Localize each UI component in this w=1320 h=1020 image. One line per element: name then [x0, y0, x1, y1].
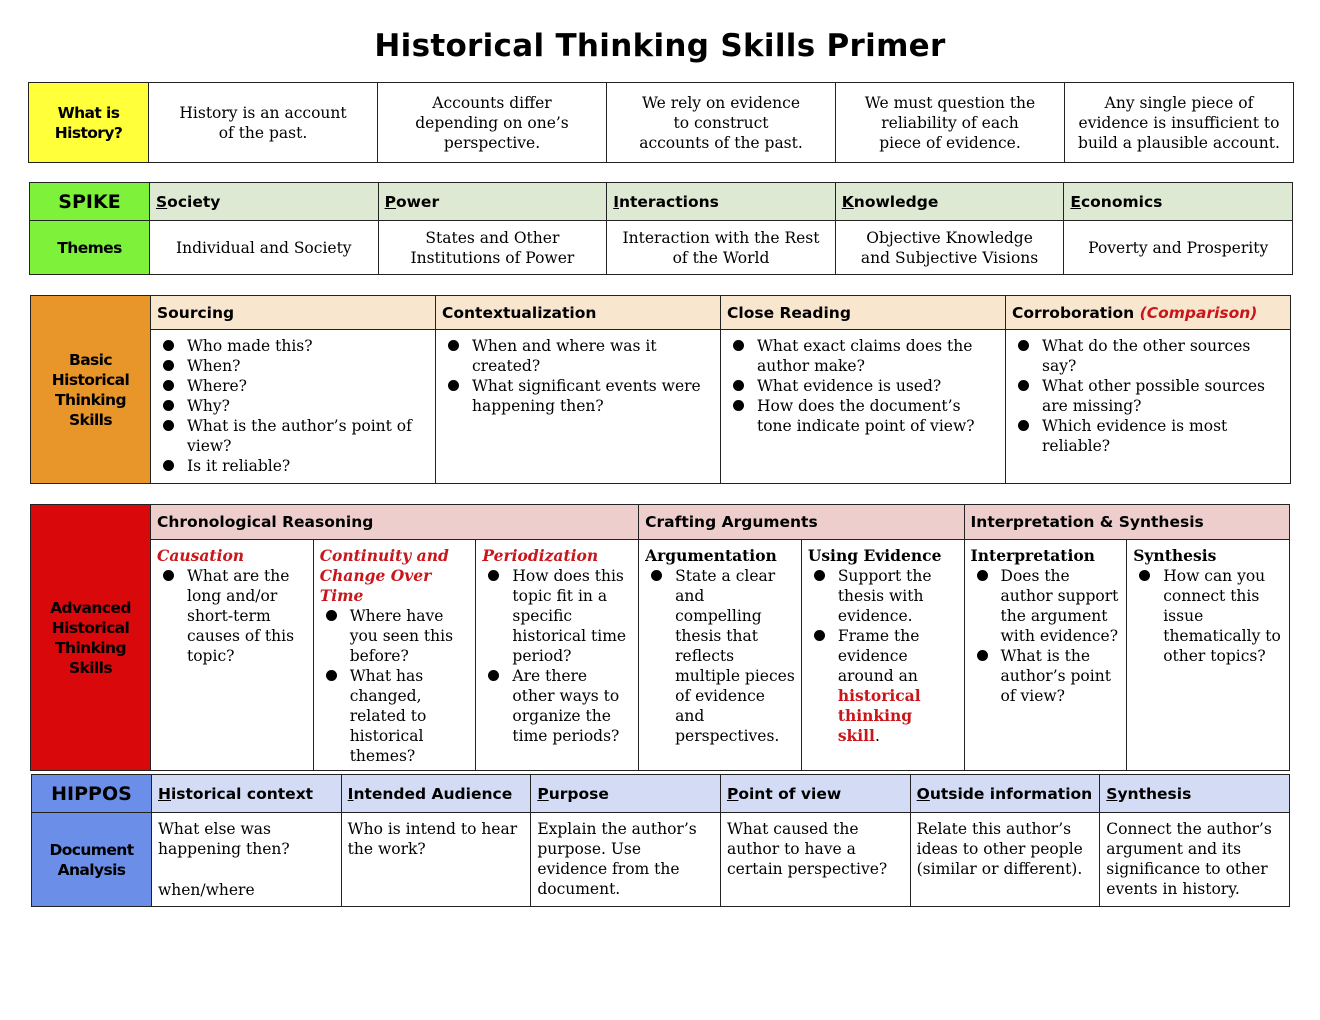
argumentation-title: Argumentation [645, 546, 777, 565]
list-item: What exact claims does the author make? [727, 336, 999, 376]
close-reading-cell [721, 330, 1006, 484]
hippos-header: Point of view [720, 775, 910, 813]
hippos-header: Intended Audience [341, 775, 531, 813]
list-item: Support the thesis with evidence. [808, 566, 958, 626]
hippos-cell: Who is intend to hear the work? [341, 813, 531, 907]
spike-theme: Interaction with the Rest of the World [607, 221, 836, 275]
advanced-skills-table [30, 504, 1290, 771]
what-is-history-table [28, 82, 1294, 163]
list-item: What evidence is used? [727, 376, 999, 396]
spike-header: Economics [1064, 183, 1293, 221]
list-item: What is the author’s point of view? [971, 646, 1121, 706]
chronological-reasoning-header: Chronological Reasoning [151, 505, 639, 540]
list-item: What do the other sources say? [1012, 336, 1284, 376]
spike-label: SPIKE [30, 183, 150, 221]
basic-header-close-reading: Close Reading [721, 296, 1006, 330]
when-where-note: when/where [158, 881, 255, 899]
argumentation-cell [639, 540, 802, 771]
hippos-cell-text: What else was happening then? [158, 820, 290, 858]
spike-theme: States and Other Institutions of Power [378, 221, 607, 275]
using-evidence-cell [801, 540, 964, 771]
spike-theme: Poverty and Prosperity [1064, 221, 1293, 275]
using-evidence-title: Using Evidence [807, 546, 942, 565]
list-item: What is the author’s point of view? [157, 416, 429, 456]
spike-header: Society [150, 183, 379, 221]
hippos-table [31, 774, 1290, 907]
history-cell: Accounts differ depending on one’s perspective. [378, 83, 607, 163]
spike-header: Power [378, 183, 607, 221]
list-item: Where? [157, 376, 429, 396]
spike-theme: Individual and Society [150, 221, 379, 275]
list-item: Frame the evidence around an historical thinking skill. [808, 626, 958, 746]
list-item: What has changed, related to historical themes? [320, 666, 470, 766]
list-item: Are there other ways to organize the time periods? [482, 666, 632, 746]
spike-header: Knowledge [835, 183, 1064, 221]
basic-header-corroboration: Corroboration (Comparison) [1006, 296, 1291, 330]
spike-theme: Objective Knowledge and Subjective Visions [835, 221, 1064, 275]
basic-skills-label: Basic Historical Thinking Skills [31, 296, 151, 484]
list-item: What other possible sources are missing? [1012, 376, 1284, 416]
synthesis-title: Synthesis [1133, 546, 1217, 565]
hippos-header: Purpose [531, 775, 721, 813]
hippos-header: Historical context [152, 775, 342, 813]
crafting-arguments-header: Crafting Arguments [639, 505, 964, 540]
what-is-history-label: What is History? [29, 83, 149, 163]
advanced-skills-label: Advanced Historical Thinking Skills [31, 505, 151, 771]
interpretation-cell [964, 540, 1127, 771]
hippos-cell: Explain the author’s purpose. Use evidence from the document. [531, 813, 721, 907]
page-title: Historical Thinking Skills Primer [374, 28, 946, 64]
causation-title: Causation [157, 546, 245, 565]
spike-table [29, 182, 1293, 275]
periodization-cell [476, 540, 639, 771]
historical-thinking-skill-emphasis: historical thinking skill [837, 686, 921, 745]
contextualization-cell [436, 330, 721, 484]
hippos-header: Synthesis [1100, 775, 1290, 813]
list-item: Why? [157, 396, 429, 416]
list-item: What significant events were happening then? [442, 376, 714, 416]
list-item: Who made this? [157, 336, 429, 356]
list-item: State a clear and compelling thesis that reflects multiple pieces of evidence and perspectives. [645, 566, 795, 746]
list-item: How can you connect this issue thematically to other topics? [1133, 566, 1283, 666]
spike-header: Interactions [607, 183, 836, 221]
list-item: How does the document’s tone indicate point of view? [727, 396, 999, 436]
list-item: When? [157, 356, 429, 376]
list-item: Does the author support the argument with evidence? [971, 566, 1121, 646]
basic-header-sourcing: Sourcing [151, 296, 436, 330]
synthesis-cell [1127, 540, 1290, 771]
list-item: What are the long and/or short-term causes of this topic? [157, 566, 307, 666]
hippos-cell [152, 813, 342, 907]
list-item: Which evidence is most reliable? [1012, 416, 1284, 456]
hippos-cell: What caused the author to have a certain perspective? [720, 813, 910, 907]
continuity-cell [313, 540, 476, 771]
list-item: How does this topic fit in a specific historical time period? [482, 566, 632, 666]
sourcing-cell [151, 330, 436, 484]
history-cell: We rely on evidence to construct accounts of the past. [607, 83, 836, 163]
periodization-title: Periodization [482, 546, 599, 565]
hippos-cell: Relate this author’s ideas to other people (similar or different). [910, 813, 1100, 907]
hippos-cell: Connect the author’s argument and its significance to other events in history. [1100, 813, 1290, 907]
history-cell: Any single piece of evidence is insufficient to build a plausible account. [1065, 83, 1294, 163]
document-analysis-label: Document Analysis [32, 813, 152, 907]
comparison-note: (Comparison) [1139, 303, 1258, 322]
basic-header-contextualization: Contextualization [436, 296, 721, 330]
history-cell: We must question the reliability of each piece of evidence. [836, 83, 1065, 163]
list-item: Where have you seen this before? [320, 606, 470, 666]
corroboration-cell [1006, 330, 1291, 484]
list-item: Is it reliable? [157, 456, 429, 476]
hippos-header: Outside information [910, 775, 1100, 813]
spike-themes-label: Themes [30, 221, 150, 275]
history-cell: History is an account of the past. [149, 83, 378, 163]
basic-skills-table [30, 295, 1291, 484]
interpretation-title: Interpretation [970, 546, 1095, 565]
causation-cell [151, 540, 314, 771]
continuity-title: Continuity and Change Over Time [319, 546, 449, 605]
list-item: When and where was it created? [442, 336, 714, 376]
interpretation-synthesis-header: Interpretation & Synthesis [964, 505, 1289, 540]
hippos-label: HIPPOS [32, 775, 152, 813]
